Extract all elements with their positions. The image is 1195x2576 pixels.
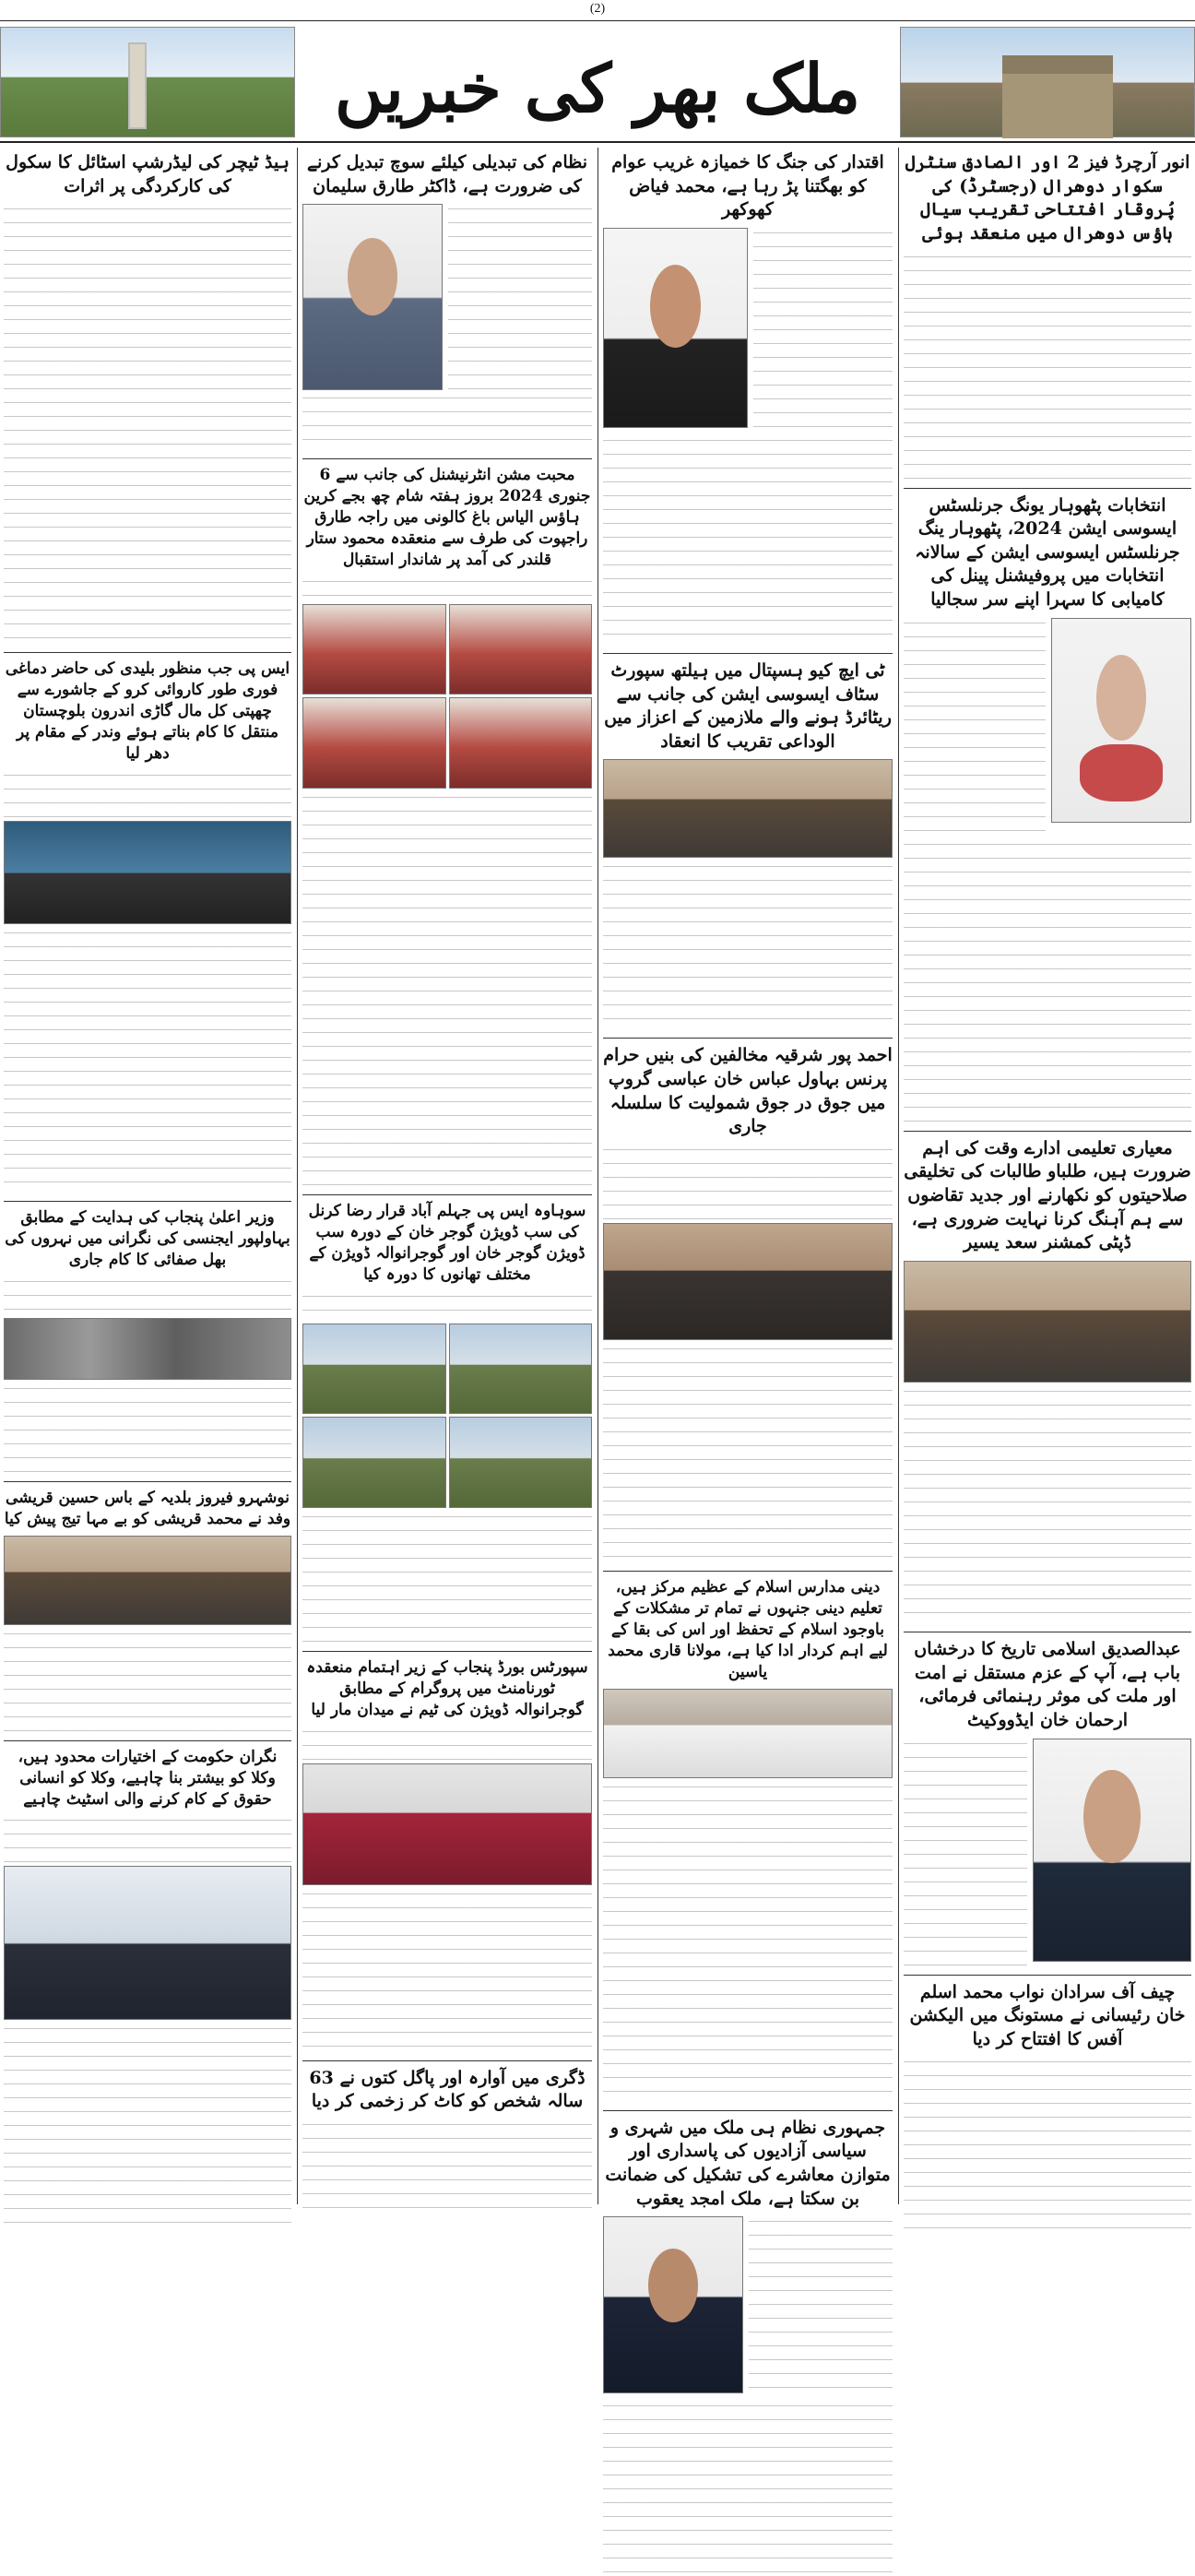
article-block bbox=[904, 618, 1191, 839]
article-body bbox=[4, 2024, 291, 2236]
article-body bbox=[603, 1344, 893, 1565]
article-body bbox=[904, 252, 1191, 482]
headline-3-3: سوہاوہ ایس پی جہلم آباد قرار رضا کرنل کی سب ڈویژن گوجر خان کے دورہ سب ڈویژن گوجر خان اور گوجرانوالہ ڈویژن کے مختلف تھانوں کا دورہ کیا bbox=[308, 1201, 586, 1284]
article-body bbox=[302, 576, 592, 604]
column-2 bbox=[603, 148, 893, 2209]
column-divider bbox=[898, 148, 899, 2204]
photo-collage bbox=[302, 1324, 592, 1508]
article-block bbox=[603, 228, 893, 435]
article-body bbox=[4, 1629, 291, 1735]
headline-3-4: سپورٹس بورڈ پنجاب کے زیر اہتمام منعقدہ ٹورنامنٹ میں پروگرام کے مطابق گوجرانوالہ ڈویژن کی ٹیم نے میدان مار لیا bbox=[306, 1657, 588, 1719]
article-body bbox=[904, 839, 1191, 1125]
article-body bbox=[603, 861, 893, 1032]
news-photo-gathering bbox=[449, 604, 593, 695]
article-body bbox=[4, 1815, 291, 1866]
page-number: (2) bbox=[589, 2, 606, 16]
column-divider bbox=[297, 148, 298, 2204]
article-block bbox=[904, 1739, 1191, 1969]
masthead bbox=[0, 20, 1195, 143]
headline-4-3: وزیر اعلیٰ پنجاب کی ہدایت کے مطابق بہاولپور ایجنسی کی نگرانی میں نہروں کی بھل صفائی کا کام جاری bbox=[5, 1207, 290, 1269]
news-photo-truck bbox=[4, 821, 291, 924]
masthead-photo-landmark bbox=[900, 27, 1195, 137]
article-body bbox=[302, 1727, 592, 1763]
article-body bbox=[904, 618, 1046, 839]
headline-4-4: نوشہرو فیروز بلدیہ کے باس حسین قریشی وفد نے محمد قریشی کو بے مہا تیج پیش کیا bbox=[4, 1488, 291, 1528]
headline-4-5: نگران حکومت کے اختیارات محدود ہیں، وکلا کو بیشتر بنا چاہیے، وکلا کو انسانی حقوق کے کام کرنے والی اسٹیٹ چاہیے bbox=[18, 1747, 278, 1809]
news-photo-gathering bbox=[302, 697, 446, 789]
headline-1-2: انتخابات پٹھوہار یونگ جرنلسٹس ایسوسی ایشن 2024، پٹھوہار ینگ جرنلسٹس ایسوسی ایشن کے سالانہ انتخابات میں پروفیشنل پینل کی کامیابی کا سہرا اپنے سر سجالیا bbox=[915, 494, 1180, 611]
headline-3-5: ڈگری میں آوارہ اور پاگل کتوں نے 63 سالہ شخص کو کاٹ کر زخمی کر دیا bbox=[309, 2067, 586, 2112]
headline-4-1: ہیڈ ٹیچر کی لیڈرشپ اسٹائل کا سکول کی کارکردگی پر اثرات bbox=[6, 152, 290, 196]
news-photo-lawyers-event bbox=[4, 1866, 291, 2020]
article-body bbox=[302, 2119, 592, 2221]
article-body bbox=[603, 435, 893, 647]
article-block bbox=[302, 204, 592, 393]
article-block bbox=[603, 2216, 893, 2401]
column-4 bbox=[4, 148, 291, 2204]
article-body bbox=[302, 393, 592, 453]
news-photo-sports-team bbox=[302, 1763, 592, 1885]
headline-1-3: معیاری تعلیمی ادارے وقت کی اہم ضرورت ہیں، طلباو طالبات کی تخلیقی صلاحیتوں کو نکھارنے اور جدید تقاضوں سے ہم آہنگ کرنا نہایت ضروری ہے، ڈپٹی کمشنر سعد یسیر bbox=[904, 1137, 1191, 1253]
news-photo-canal bbox=[4, 1318, 291, 1380]
article-body bbox=[4, 204, 291, 647]
portrait-photo bbox=[1051, 618, 1191, 823]
headline-1-1: انور آرچرڈ فیز 2 اور الصادق سنٹرل سکوار دوھرال (رجسٹرڈ) کی پُروقار افتتاحی تقریب سیال ہاؤس دوھرال میں منعقد ہوئی bbox=[905, 152, 1190, 243]
news-photo-ceremony bbox=[904, 1261, 1191, 1383]
news-photo-visit bbox=[449, 1417, 593, 1508]
article-body bbox=[603, 1145, 893, 1223]
article-body bbox=[904, 1386, 1191, 1626]
photo-collage bbox=[302, 604, 592, 789]
news-photo-visit bbox=[302, 1324, 446, 1415]
portrait-photo bbox=[1033, 1739, 1191, 1962]
news-photo-farewell bbox=[603, 759, 893, 858]
article-body bbox=[302, 1512, 592, 1645]
headline-4-2: ایس پی جب منظور بلیدی کی حاضر دماغی فوری طور کاروائی کرو کے جاشورے سے چھپتی کل مال گاڑی اندرون بلوچستان منتقل کا کام بناتے ہوئے وندر کے مقام پر دھر لیا bbox=[5, 659, 290, 764]
article-body bbox=[4, 1276, 291, 1318]
headline-2-4: دینی مدارس اسلام کے عظیم مرکز ہیں، تعلیم دینی جنہوں نے تمام تر مشکلات کے باوجود اسلام کے تحفظ اور اس کی بقا کے لیے اہم کردار ادا کیا ہے، مولانا قاری محمد یاسین bbox=[608, 1578, 888, 1681]
news-photo-delegation bbox=[4, 1536, 291, 1625]
headline-2-3: احمد پور شرقیہ مخالفین کی بنیں حرام پرنس بہاول عباس خان عباسی گروپ میں جوق در جوق شمولیت کا سلسلہ جاری bbox=[603, 1045, 893, 1137]
news-photo-joining bbox=[603, 1223, 893, 1340]
article-body bbox=[603, 1782, 893, 2105]
portrait-photo bbox=[302, 204, 443, 390]
headline-3-1: نظام کی تبدیلی کیلئے سوچ تبدیل کرنے کی ضرورت ہے، ڈاکٹر طارق سلیمان bbox=[307, 152, 587, 196]
portrait-photo bbox=[603, 228, 748, 428]
article-body bbox=[302, 792, 592, 1189]
news-photo-gathering bbox=[302, 604, 446, 695]
news-photo-visit bbox=[449, 1324, 593, 1415]
article-body bbox=[4, 1383, 291, 1476]
article-body bbox=[448, 204, 592, 393]
news-photo-gathering bbox=[449, 697, 593, 789]
article-body bbox=[603, 2401, 893, 2576]
article-body bbox=[749, 2216, 893, 2401]
article-body bbox=[904, 1739, 1027, 1969]
news-photo-seminary bbox=[603, 1689, 893, 1778]
masthead-title: ملک بھر کی خبریں bbox=[334, 49, 861, 127]
column-3 bbox=[302, 148, 592, 2204]
news-photo-visit bbox=[302, 1417, 446, 1508]
headline-1-4: عبدالصدیق اسلامی تاریخ کا درخشاں باب ہے، آپ کے عزم مستقل نے امت اور ملت کی موثر رہنمائی فرمائی، ارحمان خان ایڈووکیٹ bbox=[914, 1638, 1181, 1730]
headline-2-5: جمہوری نظام ہی ملک میں شہری و سیاسی آزادیوں کی پاسداری اور متوازن معاشرے کی تشکیل کی ضمانت بن سکتا ہے، ملک امجد یعقوب bbox=[605, 2117, 891, 2209]
article-body bbox=[753, 228, 893, 435]
headline-2-1: اقتدار کی جنگ کا خمیازہ غریب عوام کو بھگتنا پڑ رہا ہے، محمد فیاض کھوکھر bbox=[611, 152, 884, 220]
article-body bbox=[302, 1889, 592, 2055]
portrait-photo bbox=[603, 2216, 743, 2393]
column-1 bbox=[904, 148, 1191, 2204]
headline-1-5: چیف آف سرادان نواب محمد اسلم خان رئیسانی نے مستونگ میں الیکشن آفس کا افتتاح کر دیا bbox=[909, 1981, 1186, 2049]
article-body bbox=[302, 1291, 592, 1324]
headline-3-2: محبت مشن انٹرنیشنل کی جانب سے 6 جنوری 2024 بروز ہفتہ شام چھ بجے کرین ہاؤس الیاس باغ کالونی میں راجہ طارق راجپوت کی طرف سے منعقدہ محمود ستار قلندر کی آمد پر شاندار استقبال bbox=[303, 466, 591, 570]
article-body bbox=[904, 2057, 1191, 2241]
article-body bbox=[4, 928, 291, 1195]
headline-2-2: ٹی ایچ کیو ہسپتال میں ہیلتھ سپورٹ سٹاف ایسوسی ایشن کی جانب سے ریٹائرڈ ہونے والے ملازمین کے اعزاز میں الوداعی تقریب کا انعقاد bbox=[604, 659, 892, 752]
article-body bbox=[4, 770, 291, 821]
